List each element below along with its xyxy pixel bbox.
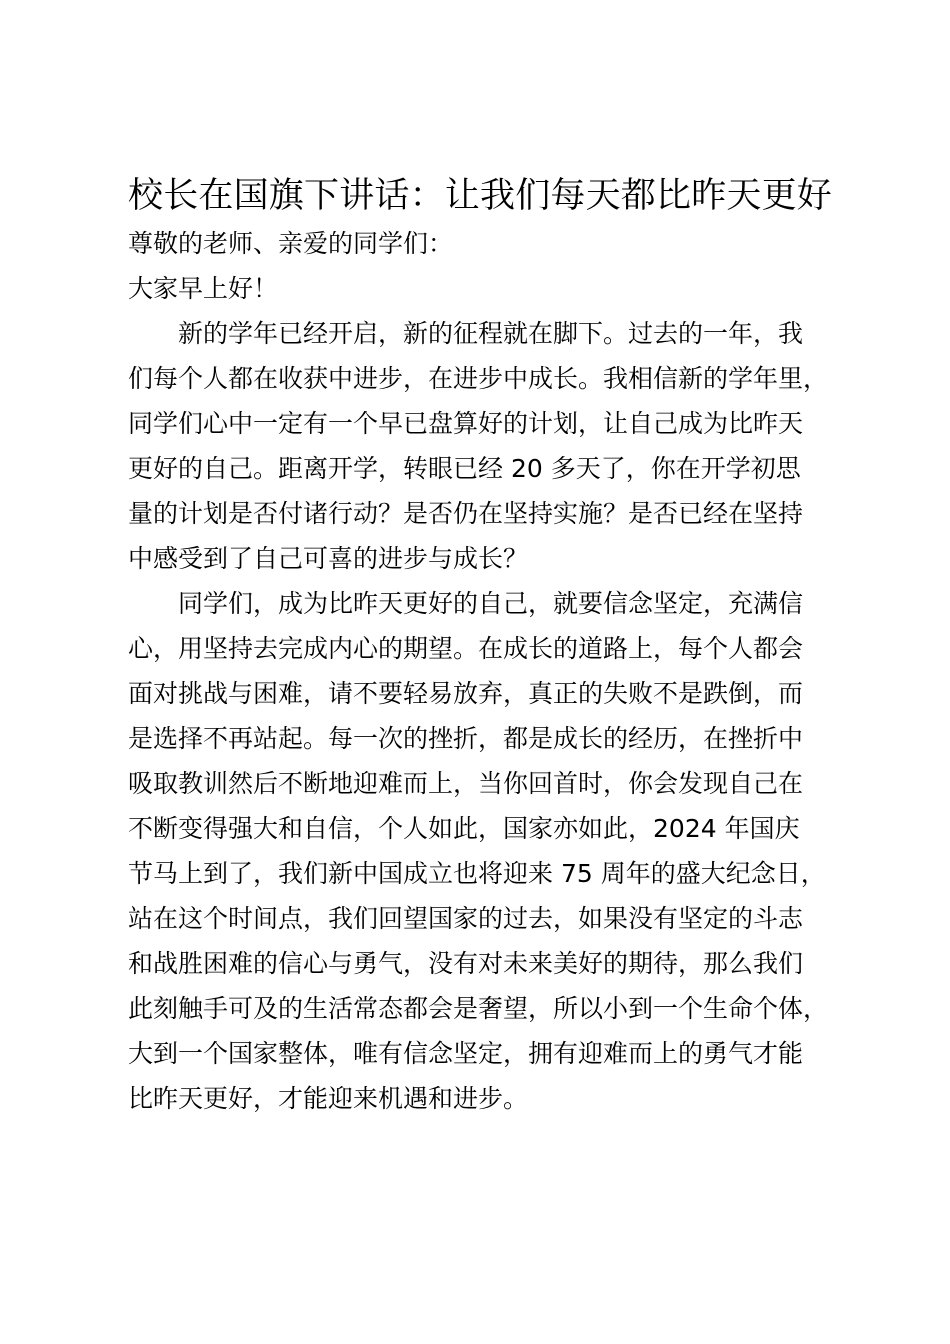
paragraph-line: 同学们，成为比昨天更好的自己，就要信念坚定，充满信 xyxy=(178,589,804,618)
paragraph-line: 同学们心中一定有一个早已盘算好的计划，让自己成为比昨天 xyxy=(128,409,804,438)
paragraph-line: 中感受到了自己可喜的进步与成长？ xyxy=(128,544,529,573)
paragraph-line: 面对挑战与困难，请不要轻易放弃，真正的失败不是跌倒，而 xyxy=(128,679,804,708)
paragraph-line: 站在这个时间点，我们回望国家的过去，如果没有坚定的斗志 xyxy=(128,904,804,933)
paragraph-line: 心，用坚持去完成内心的期望。在成长的道路上，每个人都会 xyxy=(128,634,804,663)
paragraph-1 xyxy=(128,311,830,581)
paragraph-2 xyxy=(128,581,830,1121)
paragraph-line: 节马上到了，我们新中国成立也将迎来 75 周年的盛大纪念日， xyxy=(128,859,826,888)
paragraph-line: 们每个人都在收获中进步，在进步中成长。我相信新的学年里， xyxy=(128,364,829,393)
greeting: 大家早上好！ xyxy=(128,274,279,303)
paragraph-line: 更好的自己。距离开学，转眼已经 20 多天了，你在开学初思 xyxy=(128,454,801,483)
paragraph-line: 大到一个国家整体，唯有信念坚定，拥有迎难而上的勇气才能 xyxy=(128,1039,804,1068)
paragraph-line: 比昨天更好，才能迎来机遇和进步。 xyxy=(128,1084,529,1113)
paragraph-line: 吸取教训然后不断地迎难而上，当你回首时，你会发现自己在 xyxy=(128,769,804,798)
paragraph-line: 此刻触手可及的生活常态都会是奢望，所以小到一个生命个体， xyxy=(128,994,829,1023)
document-body xyxy=(128,221,830,1121)
paragraph-line: 是选择不再站起。每一次的挫折，都是成长的经历，在挫折中 xyxy=(128,724,804,753)
salutation: 尊敬的老师、亲爱的同学们： xyxy=(128,229,454,258)
paragraph-line: 不断变得强大和自信，个人如此，国家亦如此，2024 年国庆 xyxy=(128,814,800,843)
document-title: 校长在国旗下讲话：让我们每天都比昨天更好 xyxy=(128,176,833,216)
paragraph-line: 新的学年已经开启，新的征程就在脚下。过去的一年，我 xyxy=(178,319,804,348)
paragraph-line: 量的计划是否付诸行动？是否仍在坚持实施？是否已经在坚持 xyxy=(128,499,804,528)
paragraph-line: 和战胜困难的信心与勇气，没有对未来美好的期待，那么我们 xyxy=(128,949,804,978)
